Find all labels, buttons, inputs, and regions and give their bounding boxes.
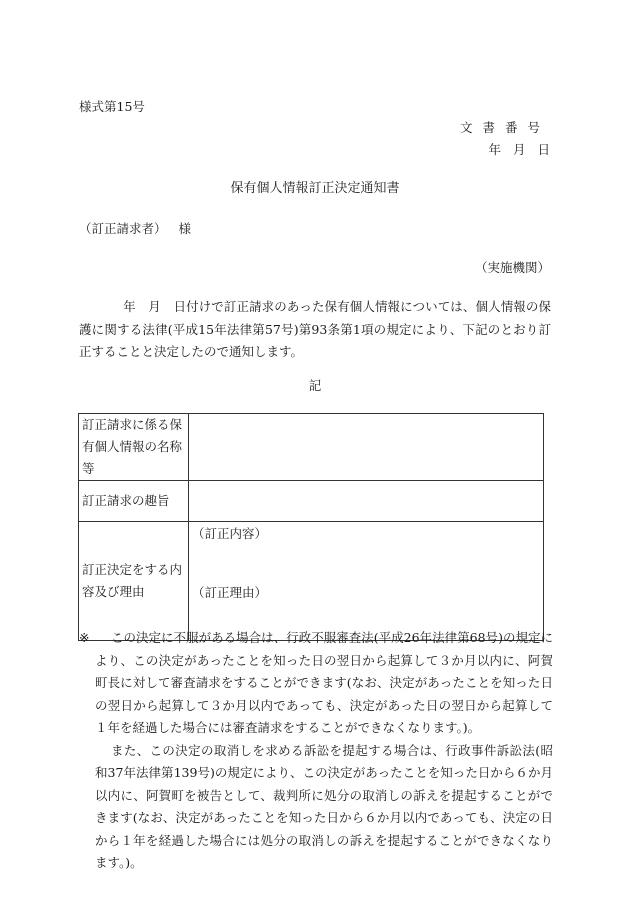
correction-content-label: （訂正内容） [192, 526, 268, 541]
table-row [79, 522, 544, 641]
notes-section [79, 627, 553, 875]
ki-heading: 記 [308, 378, 322, 393]
addressee-honorific: 様 [178, 221, 192, 236]
note-1 [79, 627, 553, 740]
row-value-decision-content [189, 522, 544, 641]
decision-table [78, 413, 544, 641]
note-1-text: この決定に不服がある場合は、行政不服審査法(平成26年法律第68号)の規定により、この決定があったことを知った日の翌日から起算して３か月以内に、阿賀町長に対して審査請求をすることができます(なお、決定があったことを知った日の翌日から起算して３か月以内であっても、決定があった日の翌日から起算して１年を経過した場合には審査請求をすることができなくなります。)。 [95, 630, 553, 735]
row-label-info-name: 訂正請求に係る保有個人情報の名称等 [79, 414, 189, 481]
table-row [79, 414, 544, 481]
addressee-name: （訂正請求者） [79, 221, 167, 236]
row-label-request-purpose: 訂正請求の趣旨 [79, 481, 189, 522]
document-title: 保有個人情報訂正決定通知書 [230, 181, 400, 196]
note-mark: ※ [79, 630, 90, 645]
note-2-text: また、この決定の取消しを求める訴訟を提起する場合は、行政事件訴訟法(昭和37年法律第139号)の規定により、この決定があったことを知った日から６か月以内に、阿賀町を被告として、裁判所に処分の取消しの訴えを提起することができます(なお、決定があったことを知った日から６か月以内であっても、決定の日から１年を経過した場合には処分の取消しの訴えを提起することができなくなります。)。 [95, 742, 553, 870]
date-label: 年 月 日 [488, 142, 550, 157]
correction-reason-label: （訂正理由） [192, 585, 268, 600]
row-value-request-purpose [189, 481, 544, 522]
body-paragraph: 年 月 日付けで訂正請求のあった保有個人情報については、個人情報の保護に関する法律(平成15年法律第57号)第93条第1項の規定により、下記のとおり訂正することと決定したので通知します。 [79, 299, 551, 359]
table-row [79, 481, 544, 522]
row-label-decision-content: 訂正決定をする内容及び理由 [79, 522, 189, 641]
body-paragraph-container [79, 296, 551, 364]
document-number-label: 文書番号 [459, 120, 550, 135]
agency-name: （実施機関） [474, 260, 550, 275]
form-number: 様式第15号 [79, 99, 145, 114]
addressee [79, 219, 191, 237]
row-value-info-name [189, 414, 544, 481]
